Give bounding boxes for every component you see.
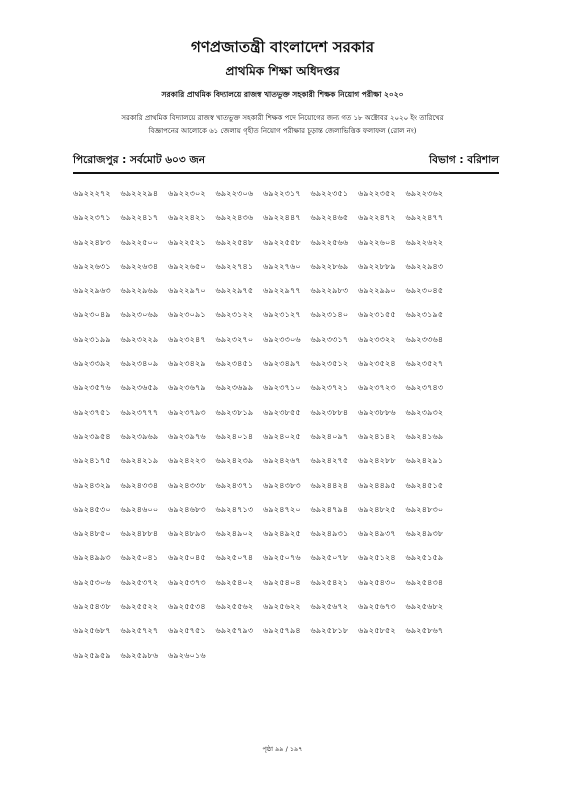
roll-number: ৬৯২২৬০৪ <box>358 237 396 247</box>
roll-number: ৬৯২২৯৬৯ <box>120 286 159 296</box>
roll-number: ৬৯২৪১৪২ <box>358 431 396 441</box>
roll-number: ৬৯২৪০২৫ <box>263 431 301 441</box>
roll-number: ৬৯২৩১৫৫ <box>358 310 396 320</box>
roll-number: ৬৯২৩৭১০ <box>263 383 301 393</box>
heading-divider <box>73 172 499 174</box>
roll-number: ৬৯২৩৮৫৫ <box>263 407 301 417</box>
roll-number: ৬৯২৪৩৮৩ <box>263 480 301 490</box>
roll-number: ৬৯২৩৮৮৪ <box>310 407 349 417</box>
roll-number: ৬৯২৪৯০২ <box>215 529 254 539</box>
roll-number: ৬৯২৩৪০৯ <box>120 359 159 369</box>
roll-number: ৬৯২৩৭২১ <box>310 383 349 393</box>
roll-number: ৬৯২৫১২৪ <box>358 553 396 563</box>
roll-row <box>73 643 503 667</box>
roll-number: ৬৯২৫৮৫২ <box>358 626 396 636</box>
roll-number: ৬৯২৫৭৫১ <box>168 626 206 636</box>
government-title: গণপ্রজাতন্ত্রী বাংলাদেশ সরকার <box>191 38 374 56</box>
roll-number: ৬৯২২৯৬৩ <box>73 286 111 296</box>
roll-number: ৬৯২৪৭২০ <box>263 504 301 514</box>
roll-number: ৬৯২৫৪০৪ <box>263 577 301 587</box>
directorate-title: প্রাথমিক শিক্ষা অধিদপ্তর <box>225 64 340 78</box>
district-heading-row <box>73 153 499 171</box>
roll-row <box>73 254 503 278</box>
roll-row <box>73 181 503 205</box>
roll-number: ৬৯২২৬২২ <box>405 237 444 247</box>
roll-number: ৬৯২৫৫৬২ <box>215 602 254 612</box>
roll-number: ৬৯২২৪২১ <box>168 213 206 223</box>
roll-number: ৬৯২৩৬৫৯ <box>120 383 159 393</box>
roll-row <box>73 205 503 229</box>
roll-number: ৬৯২৪৯৩১ <box>310 529 349 539</box>
roll-number: ৬৯২৩৭৫১ <box>73 407 111 417</box>
roll-row <box>73 400 503 424</box>
roll-number: ৬৯২৩১২২ <box>215 310 254 320</box>
roll-number: ৬৯২৩৩১৭ <box>310 334 349 344</box>
roll-number: ৬৯২২৪৭৭ <box>405 213 444 223</box>
roll-number: ৬৯২৪৯৩৮ <box>405 529 444 539</box>
roll-number: ৬৯২৩৪৯৭ <box>263 359 301 369</box>
roll-number: ৬৯২৩২২৯ <box>120 334 159 344</box>
roll-number: ৬৯২৩৮১৯ <box>215 407 254 417</box>
roll-number: ৬৯২২৮৬৯ <box>310 261 349 271</box>
roll-number: ৬৯২৫৯৮৬ <box>120 650 159 660</box>
roll-number: ৬৯২২৫৬৬ <box>310 237 349 247</box>
roll-number: ৬৯২২৩০৬ <box>215 189 254 198</box>
roll-number: ৬৯২৪৯৯৩ <box>73 553 111 563</box>
roll-row <box>73 545 503 569</box>
roll-number: ৬৯২৪৩৩৪ <box>120 480 159 490</box>
roll-number: ৬৯২৪৮৩০ <box>405 504 444 514</box>
roll-row <box>73 594 503 618</box>
roll-row <box>73 230 503 254</box>
roll-number: ৬৯২২৩৬২ <box>405 189 444 198</box>
roll-number: ৬৯২৫৮১৮ <box>310 626 349 636</box>
roll-number: ৬৯২৩৫২৪ <box>358 359 396 369</box>
division-label: বিভাগ : বরিশাল <box>429 154 499 166</box>
roll-number: ৬৯২৫৬২২ <box>263 602 301 612</box>
roll-number: ৬৯২৫৭৯৪ <box>263 626 301 636</box>
roll-number: ৬৯২২৯৭০ <box>168 286 206 296</box>
roll-number: ৬৯২২৪৪৭ <box>263 213 301 223</box>
roll-number: ৬৯২৩৫৭৬ <box>73 383 111 393</box>
roll-number: ৬৯২৪২৮৮ <box>358 456 396 466</box>
roll-number: ৬৯২৪৯৩৭ <box>358 529 396 539</box>
roll-number: ৬৯২৪৬৮৩ <box>168 504 206 514</box>
roll-number: ৬৯২২৯৭৭ <box>263 286 301 296</box>
roll-number: ৬৯২৪১৬৯ <box>405 431 444 441</box>
roll-number: ৬৯২২২৭২ <box>73 189 111 198</box>
roll-number: ৬৯২৪২৩৯ <box>215 456 254 466</box>
roll-number: ৬৯২৬০১৬ <box>168 650 206 660</box>
roll-number: ৬৯২৪৫১৫ <box>405 480 444 490</box>
roll-number: ৬৯২৫০৪১ <box>120 553 159 563</box>
roll-number: ৬৯২৩৭৭৭ <box>120 407 159 417</box>
roll-number: ৬৯২৩৭৪৩ <box>405 383 444 393</box>
roll-row <box>73 302 503 326</box>
roll-number: ৬৯২২৬৩১ <box>73 261 111 271</box>
roll-number: ৬৯২৩১২৭ <box>263 310 301 320</box>
roll-number: ৬৯২৫৩০৬ <box>73 577 111 587</box>
roll-number: ৬৯২৫০৭৪ <box>215 553 254 563</box>
roll-number: ৬৯২৩৭৯৩ <box>168 407 206 417</box>
roll-number: ৬৯২২৭৪১ <box>215 261 254 271</box>
roll-number: ৬৯২৪১৭৫ <box>73 456 111 466</box>
notice-line-1: সরকারি প্রাথমিক বিদ্যালয়ে রাজস্ব খাতভুক্ত সহকারী শিক্ষক পদে নিয়োগের জন্য গত ১৮ অক্টোবর ২০২০ ইং তারিখের <box>121 114 444 122</box>
roll-number: ৬৯২৩৭২৩ <box>358 383 396 393</box>
roll-number: ৬৯২২৯৭৫ <box>215 286 254 296</box>
roll-row <box>73 521 503 545</box>
notice-text <box>0 112 565 138</box>
roll-number: ৬৯২৪৩৩৮ <box>168 480 206 490</box>
roll-number-grid <box>73 181 503 667</box>
page-number: পৃষ্ঠা ৯৯ / ১৯৭ <box>262 745 303 753</box>
roll-number: ৬৯২৪৪২৪ <box>310 480 349 490</box>
roll-number: ৬৯২৩১৯৫ <box>405 310 444 320</box>
exam-title: সরকারি প্রাথমিক বিদ্যালয়ে রাজস্ব খাতভুক্ত সহকারী শিক্ষক নিয়োগ পরীক্ষা ২০২০ <box>161 90 404 99</box>
roll-number: ৬৯২২৪১৭ <box>120 213 159 223</box>
roll-number: ৬৯২২৯৮৩ <box>310 286 349 296</box>
roll-number: ৬৯২৫৩৭৩ <box>168 577 206 587</box>
roll-number: ৬৯২৩৯৭৬ <box>168 431 206 441</box>
roll-number: ৬৯২২৬৫০ <box>168 261 206 271</box>
roll-row <box>73 570 503 594</box>
roll-number: ৬৯২২২৯৪ <box>120 189 159 198</box>
roll-number: ৬৯২২৯৯০ <box>358 286 396 296</box>
roll-number: ৬৯২৩৫২৭ <box>405 359 444 369</box>
roll-number: ৬৯২২৩১৭ <box>263 189 301 198</box>
roll-number: ৬৯২৩৯৬৯ <box>120 431 159 441</box>
roll-number: ৬৯২২৭৬০ <box>263 261 301 271</box>
roll-row <box>73 618 503 642</box>
roll-number: ৬৯২৩১৪০ <box>310 310 349 320</box>
roll-row <box>73 497 503 521</box>
roll-number: ৬৯২৪২৬৭ <box>263 456 301 466</box>
roll-number: ৬৯২২৫৪৮ <box>215 237 254 247</box>
roll-number: ৬৯২৩৪২৯ <box>168 359 206 369</box>
roll-number: ৬৯২২৩৭১ <box>73 213 111 223</box>
roll-number: ৬৯২২৬৩৪ <box>120 261 159 271</box>
roll-number: ৬৯২৩১৯৯ <box>73 334 111 344</box>
roll-number: ৬৯২৪৬০০ <box>120 504 159 514</box>
roll-number: ৬৯২৫১৫৯ <box>405 553 444 563</box>
roll-number: ৬৯২৫৪০২ <box>215 577 254 587</box>
roll-number: ৬৯২৪৭১৩ <box>215 504 254 514</box>
roll-number: ৬৯২২৩৫১ <box>310 189 349 198</box>
roll-number: ৬৯২২৩০২ <box>168 189 206 198</box>
roll-number: ৬৯২৫৪৩৮ <box>73 602 111 612</box>
roll-number: ৬৯২৩৮৮৬ <box>358 407 396 417</box>
roll-number: ৬৯২৪২২৩ <box>168 456 206 466</box>
roll-number: ৬৯২৩২৭০ <box>215 334 254 344</box>
roll-number: ৬৯২৫৪৩৪ <box>405 577 444 587</box>
roll-number: ৬৯২৩৬৯৯ <box>215 383 254 393</box>
roll-number: ৬৯২৩৯৩২ <box>405 407 444 417</box>
roll-number: ৬৯২৩২৪৭ <box>168 334 206 344</box>
roll-number: ৬৯২২৫০০ <box>120 237 159 247</box>
roll-number: ৬৯২৩৩৬৪ <box>405 334 444 344</box>
roll-number: ৬৯২৪৮২৫ <box>358 504 396 514</box>
district-label: পিরোজপুর : সর্বমোট ৬০৩ জন <box>73 154 206 166</box>
roll-number: ৬৯২৩০৪৯ <box>73 310 111 320</box>
roll-row <box>73 375 503 399</box>
roll-number: ৬৯২৪৯২৫ <box>263 529 301 539</box>
roll-number: ৬৯২৪২৭৫ <box>310 456 349 466</box>
roll-number: ৬৯২৫০৪৫ <box>168 553 206 563</box>
roll-number: ৬৯২৫৫২২ <box>120 602 159 612</box>
roll-number: ৬৯২৪৮৫০ <box>73 529 111 539</box>
roll-number: ৬৯২৫৫৩৪ <box>168 602 206 612</box>
roll-number: ৬৯২৫৬৮৭ <box>73 626 111 636</box>
roll-number: ৬৯২৫৯৫৯ <box>73 650 111 660</box>
roll-number: ৬৯২৪৭৯৪ <box>310 504 349 514</box>
notice-line-2: বিজ্ঞাপনের আলোকে ৬১ জেলায় গৃহীত নিয়োগ পরীক্ষার চূড়ান্ত জেলাভিত্তিক ফলাফল (রোল নং) <box>148 127 417 135</box>
roll-row <box>73 473 503 497</box>
roll-number: ৬৯২২৫২১ <box>168 237 206 247</box>
roll-number: ৬৯২৩৬৭৯ <box>168 383 206 393</box>
roll-number: ৬৯২৪৪৯৫ <box>358 480 396 490</box>
roll-number: ৬৯২৪২১৯ <box>120 456 159 466</box>
roll-number: ৬৯২৫৬৭৩ <box>358 602 396 612</box>
roll-number: ৬৯২৩৫১২ <box>310 359 349 369</box>
roll-number: ৬৯২২৩৫২ <box>358 189 396 198</box>
roll-number: ৬৯২৫৭৯৩ <box>215 626 254 636</box>
roll-row <box>73 351 503 375</box>
roll-row <box>73 448 503 472</box>
roll-number: ৬৯২৪৫৩০ <box>73 504 111 514</box>
roll-number: ৬৯২৩৩২২ <box>358 334 396 344</box>
roll-number: ৬৯২৪৮৯৩ <box>168 529 206 539</box>
roll-number: ৬৯২৫০৭৮ <box>310 553 349 563</box>
roll-number: ৬৯২২৯৪৩ <box>405 261 444 271</box>
roll-number: ৬৯২২৪৩৬ <box>215 213 254 223</box>
roll-number: ৬৯২৩৩৯২ <box>73 359 111 369</box>
roll-number: ৬৯২৪৮৮৪ <box>120 529 159 539</box>
roll-row <box>73 327 503 351</box>
roll-row <box>73 424 503 448</box>
roll-number: ৬৯২৩৯৫৪ <box>73 431 111 441</box>
roll-number: ৬৯২৪৩২৯ <box>73 480 111 490</box>
roll-number: ৬৯২৫৬৮২ <box>405 602 444 612</box>
roll-number: ৬৯২৫০৭৬ <box>263 553 301 563</box>
roll-number: ৬৯২৫৩৭২ <box>120 577 159 587</box>
roll-number: ৬৯২২৪৬৫ <box>310 213 349 223</box>
roll-row <box>73 278 503 302</box>
roll-number: ৬৯২৫৬৭২ <box>310 602 349 612</box>
roll-number: ৬৯২৩৪৫১ <box>215 359 254 369</box>
roll-number: ৬৯২২৮৮৯ <box>358 261 396 271</box>
roll-number: ৬৯২৩০৬৯ <box>120 310 159 320</box>
roll-number: ৬৯২২৫৫৮ <box>263 237 301 247</box>
roll-number: ৬৯২২৪৮৩ <box>73 237 111 247</box>
roll-number: ৬৯২২৪৭২ <box>358 213 396 223</box>
roll-number: ৬৯২৫৪২১ <box>310 577 349 587</box>
roll-number: ৬৯২৫৪৩০ <box>358 577 396 587</box>
roll-number: ৬৯২৪২৯১ <box>405 456 444 466</box>
roll-number: ৬৯২৪০১৪ <box>215 431 254 441</box>
roll-number: ৬৯২৩০৪৫ <box>405 286 444 296</box>
roll-number: ৬৯২৫৭২৭ <box>120 626 159 636</box>
roll-number: ৬৯২৩০৯১ <box>168 310 206 320</box>
roll-number: ৬৯২৩৩০৬ <box>263 334 301 344</box>
roll-number: ৬৯২৪৩৭১ <box>215 480 254 490</box>
roll-number: ৬৯২৪০৯৭ <box>310 431 349 441</box>
roll-number: ৬৯২৫৮৬৭ <box>405 626 444 636</box>
